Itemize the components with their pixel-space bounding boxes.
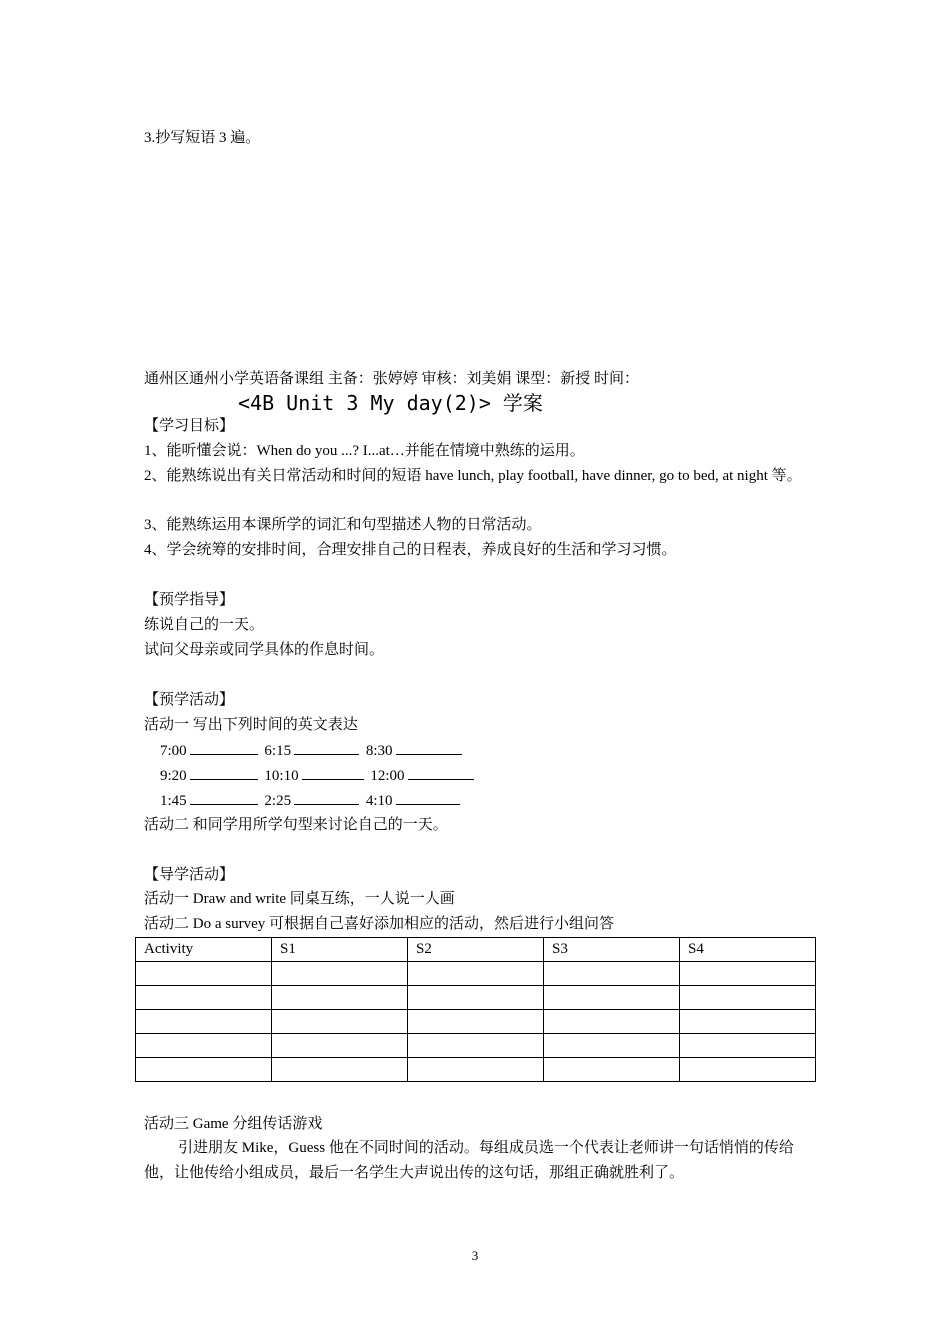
table-cell[interactable] (680, 1010, 816, 1034)
pre-activity-2: 活动二 和同学用所学句型来讨论自己的一天。 (144, 817, 448, 833)
table-cell[interactable] (408, 1058, 544, 1082)
guide-line: 练说自己的一天。 (144, 617, 265, 633)
time-label: 1:45 (160, 793, 187, 809)
table-cell[interactable] (272, 1058, 408, 1082)
table-header-row (136, 938, 816, 962)
table-cell[interactable] (680, 986, 816, 1010)
table-cell[interactable] (680, 962, 816, 986)
table-cell[interactable] (272, 1010, 408, 1034)
guided-activity-3: 活动三 Game 分组传话游戏 (144, 1116, 323, 1132)
answer-blank[interactable] (190, 790, 258, 805)
time-label: 8:30 (365, 743, 393, 759)
table-row (136, 986, 816, 1010)
time-label: 10:10 (264, 768, 299, 784)
guide-heading: 【预学指导】 (144, 592, 235, 608)
objective-item: 3、能熟练运用本课所学的词汇和句型描述人物的日常活动。 (144, 517, 542, 533)
table-cell[interactable] (272, 1034, 408, 1058)
answer-blank[interactable] (294, 790, 359, 805)
answer-blank[interactable] (396, 790, 460, 805)
column-header: S4 (680, 938, 816, 962)
answer-blank[interactable] (396, 740, 462, 755)
page-title: <4B Unit 3 My day(2)> 学案 (238, 391, 543, 415)
table-cell[interactable] (136, 1010, 272, 1034)
time-label: 9:20 (160, 768, 187, 784)
table-cell[interactable] (408, 1034, 544, 1058)
time-label: 12:00 (370, 768, 405, 784)
time-row (160, 740, 465, 761)
pre-activities-heading: 【预学活动】 (144, 692, 235, 708)
time-row (160, 765, 477, 786)
guided-activity-1: 活动一 Draw and write 同桌互练，一人说一人画 (144, 891, 455, 907)
guided-heading: 【导学活动】 (144, 867, 235, 883)
guided-activity-2: 活动二 Do a survey 可根据自己喜好添加相应的活动，然后进行小组问答 (144, 916, 614, 932)
pre-activity-1: 活动一 写出下列时间的英文表达 (144, 717, 358, 733)
table-cell[interactable] (544, 986, 680, 1010)
table-cell[interactable] (136, 1058, 272, 1082)
table-cell[interactable] (136, 1034, 272, 1058)
answer-blank[interactable] (294, 740, 359, 755)
time-label: 7:00 (160, 743, 187, 759)
time-row (160, 790, 463, 811)
table-cell[interactable] (544, 1058, 680, 1082)
table-row (136, 962, 816, 986)
table-row (136, 1010, 816, 1034)
activity-3-description: 引进朋友 Mike，Guess 他在不同时间的活动。每组成员选一个代表让老师讲一句话悄悄的传给他，让他传给小组成员，最后一名学生大声说出传的这句话，那组正确就胜利了。 (144, 1140, 794, 1181)
column-header: S2 (408, 938, 544, 962)
answer-blank[interactable] (190, 740, 258, 755)
objective-item: 4、学会统筹的安排时间，合理安排自己的日程表，养成良好的生活和学习习惯。 (144, 542, 677, 558)
copy-instruction: 3.抄写短语 3 遍。 (144, 130, 261, 146)
time-label: 4:10 (365, 793, 393, 809)
table-row (136, 1034, 816, 1058)
table-cell[interactable] (408, 962, 544, 986)
objective-item: 1、能听懂会说：When do you ...? I...at…并能在情境中熟练的运用。 (144, 443, 585, 459)
header-info: 通州区通州小学英语备课组 主备：张婷婷 审核：刘美娟 课型：新授 时间： (144, 371, 640, 387)
objectives-heading: 【学习目标】 (144, 418, 235, 434)
column-header: S3 (544, 938, 680, 962)
table-cell[interactable] (272, 986, 408, 1010)
objective-item: 2、能熟练说出有关日常活动和时间的短语 have lunch, play football, have dinner, go to bed, at night 等。 (144, 468, 802, 484)
survey-table (135, 937, 816, 1082)
table-cell[interactable] (544, 962, 680, 986)
answer-blank[interactable] (302, 765, 364, 780)
time-label: 2:25 (264, 793, 292, 809)
table-cell[interactable] (408, 986, 544, 1010)
table-cell[interactable] (680, 1058, 816, 1082)
table-cell[interactable] (680, 1034, 816, 1058)
table-cell[interactable] (136, 986, 272, 1010)
page-number: 3 (471, 1248, 479, 1263)
table-cell[interactable] (408, 1010, 544, 1034)
column-header: S1 (272, 938, 408, 962)
time-label: 6:15 (264, 743, 292, 759)
table-cell[interactable] (272, 962, 408, 986)
table-row (136, 1058, 816, 1082)
answer-blank[interactable] (190, 765, 258, 780)
table-cell[interactable] (544, 1010, 680, 1034)
table-cell[interactable] (136, 962, 272, 986)
answer-blank[interactable] (408, 765, 474, 780)
column-header: Activity (136, 938, 272, 962)
table-cell[interactable] (544, 1034, 680, 1058)
guide-line: 试问父母亲或同学具体的作息时间。 (144, 642, 385, 658)
